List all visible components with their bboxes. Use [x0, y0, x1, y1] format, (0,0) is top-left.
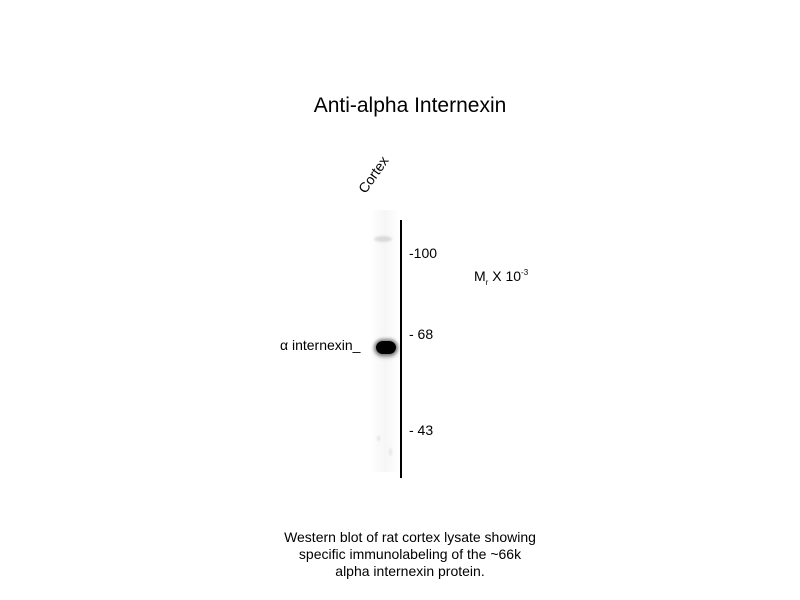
caption-line: alpha internexin protein. — [335, 563, 485, 579]
faint-spot-lower — [377, 436, 380, 441]
lane-label-cortex: Cortex — [354, 153, 392, 196]
faint-band-upper — [374, 236, 392, 242]
faint-spot-lower — [389, 448, 392, 456]
alpha-internexin-band — [376, 341, 396, 354]
marker-100: -100 — [409, 245, 438, 261]
marker-43: - 43 — [409, 422, 434, 438]
marker-68: - 68 — [409, 326, 434, 342]
band-label-alpha-internexin: α internexin_ — [280, 337, 361, 353]
mr-superscript: -3 — [521, 268, 529, 277]
mr-mid: X 10 — [488, 268, 522, 284]
figure-caption — [250, 529, 570, 580]
molecular-weight-axis — [400, 220, 402, 478]
caption-line: specific immunolabeling of the ~66k — [298, 546, 522, 562]
mr-subscript: r — [485, 278, 489, 287]
mr-units-label — [474, 268, 528, 287]
caption-line: Western blot of rat cortex lysate showing — [284, 529, 536, 545]
figure-title: Anti-alpha Internexin — [313, 94, 507, 117]
mr-m: M — [474, 268, 486, 284]
